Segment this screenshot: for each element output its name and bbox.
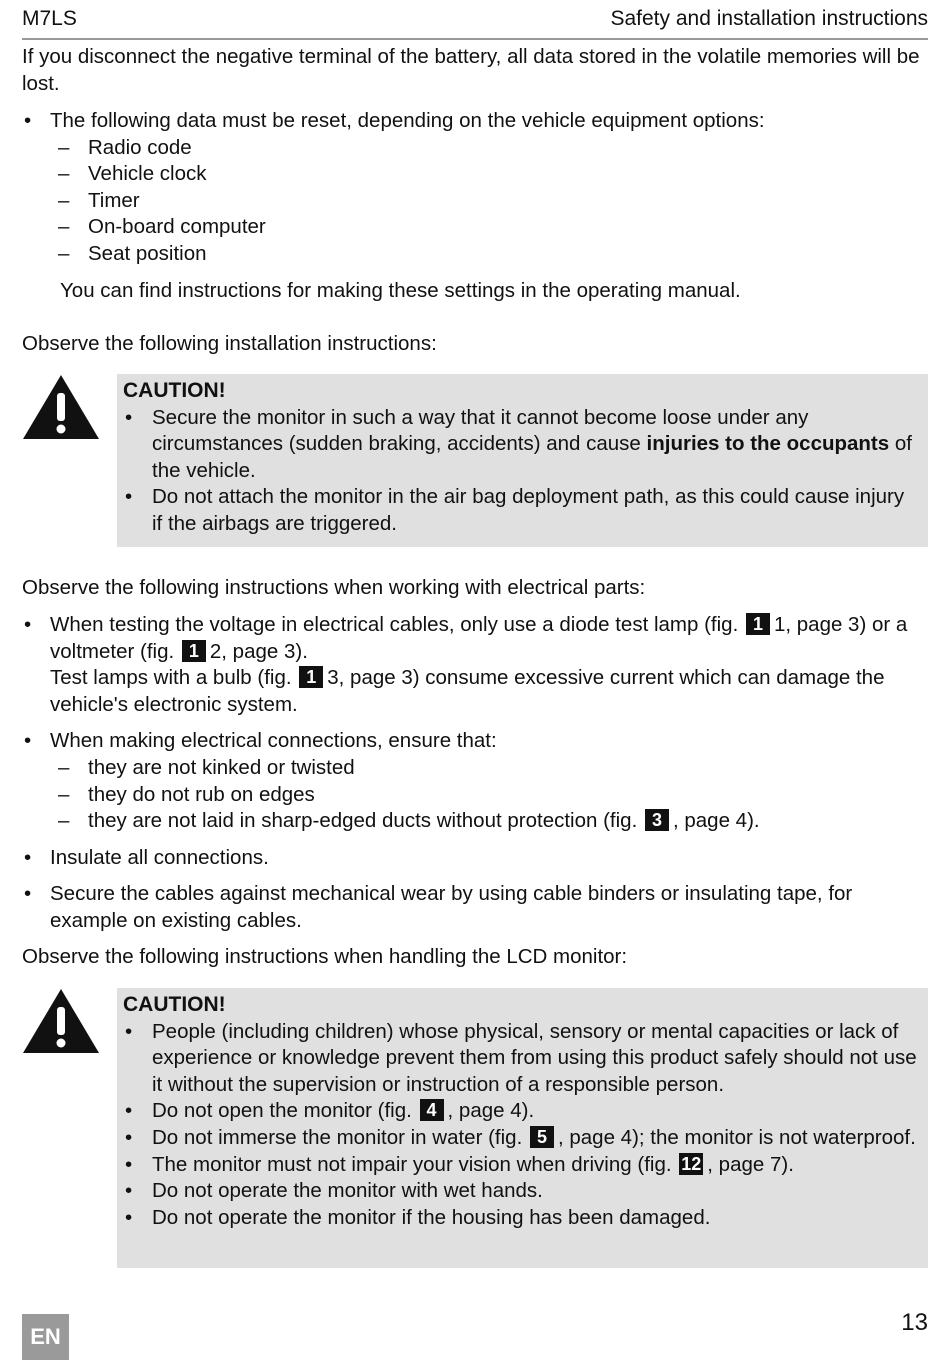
caution-item: • Do not operate the monitor with wet hands. (123, 1178, 918, 1205)
reset-lead: • The following data must be reset, depending on the vehicle equipment options: (22, 108, 928, 135)
electrical-list (22, 612, 928, 935)
caution-box-installation (117, 374, 928, 547)
figure-reference: 1 (182, 640, 206, 662)
electrical-lead: Observe the following instructions when working with electrical parts: (22, 576, 646, 599)
list-item: – Timer (22, 188, 928, 215)
install-lead: Observe the following installation instructions: (22, 332, 437, 355)
caution-box-lcd (117, 988, 928, 1268)
list-item: – they do not rub on edges (22, 782, 928, 809)
list-item: – Radio code (22, 135, 928, 162)
model-name: M7LS (22, 7, 77, 30)
list-item: – Seat position (22, 241, 928, 268)
caution-item: • People (including children) whose physical, sensory or mental capacities or lack of experience or knowledge prevent them from using this product safely should not use it without the supervision or instruction of a responsible person. (123, 1019, 918, 1099)
list-item: – On-board computer (22, 214, 928, 241)
warning-triangle-icon (22, 987, 100, 1055)
list-item: • When making electrical connections, ensure that: (22, 728, 928, 755)
lcd-lead: Observe the following instructions when handling the LCD monitor: (22, 945, 628, 968)
figure-reference: 1 (746, 613, 770, 635)
caution-item: • Do not attach the monitor in the air bag deployment path, as this could cause injury if the airbags are triggered. (123, 484, 918, 537)
caution-title: CAUTION! (123, 379, 226, 402)
list-item: – they are not kinked or twisted (22, 755, 928, 782)
reset-list (22, 108, 928, 268)
reset-note: You can find instructions for making these settings in the operating manual. (60, 279, 741, 302)
list-item: • When testing the voltage in electrical cables, only use a diode test lamp (fig. 1 1, page 3) or a voltmeter (fig. 1 2, page 3). Test lamps with a bulb (fig. 1 3, page 3) consume excessive current which can damage the vehicle's electronic system. (22, 612, 928, 718)
emphasis-text: injuries to the occupants (646, 432, 890, 456)
warning-triangle-icon (22, 373, 100, 441)
figure-reference: 3 (645, 809, 669, 831)
page-number: 13 (901, 1309, 928, 1336)
caution-title: CAUTION! (123, 993, 226, 1016)
figure-reference: 12 (681, 1153, 702, 1174)
caution-item: • Secure the monitor in such a way that it cannot become loose under any circumstances (sudden braking, accidents) and cause injuries to the occupants of the vehicle. (123, 405, 918, 485)
caution-item: • The monitor must not impair your vision when driving (fig. 12 , page 7). (123, 1152, 918, 1179)
page-header (22, 6, 928, 40)
list-item: • Secure the cables against mechanical wear by using cable binders or insulating tape, for example on existing cables. (22, 881, 928, 934)
section-title: Safety and installation instructions (610, 7, 928, 30)
caution-item: • Do not immerse the monitor in water (fig. 5 , page 4); the monitor is not waterproof. (123, 1125, 918, 1152)
list-item: – Vehicle clock (22, 161, 928, 188)
list-item: – they are not laid in sharp-edged ducts without protection (fig. 3 , page 4). (22, 808, 928, 835)
caution-item: • Do not operate the monitor if the housing has been damaged. (123, 1205, 918, 1232)
figure-reference: 5 (530, 1126, 554, 1148)
list-item: • Insulate all connections. (22, 845, 928, 872)
language-badge: EN (22, 1314, 69, 1360)
figure-reference: 1 (299, 666, 323, 688)
caution-item: • Do not open the monitor (fig. 4 , page 4). (123, 1098, 918, 1125)
figure-reference: 4 (420, 1099, 444, 1121)
intro-paragraph: If you disconnect the negative terminal of the battery, all data stored in the volatile memories will be lost. (22, 45, 920, 95)
